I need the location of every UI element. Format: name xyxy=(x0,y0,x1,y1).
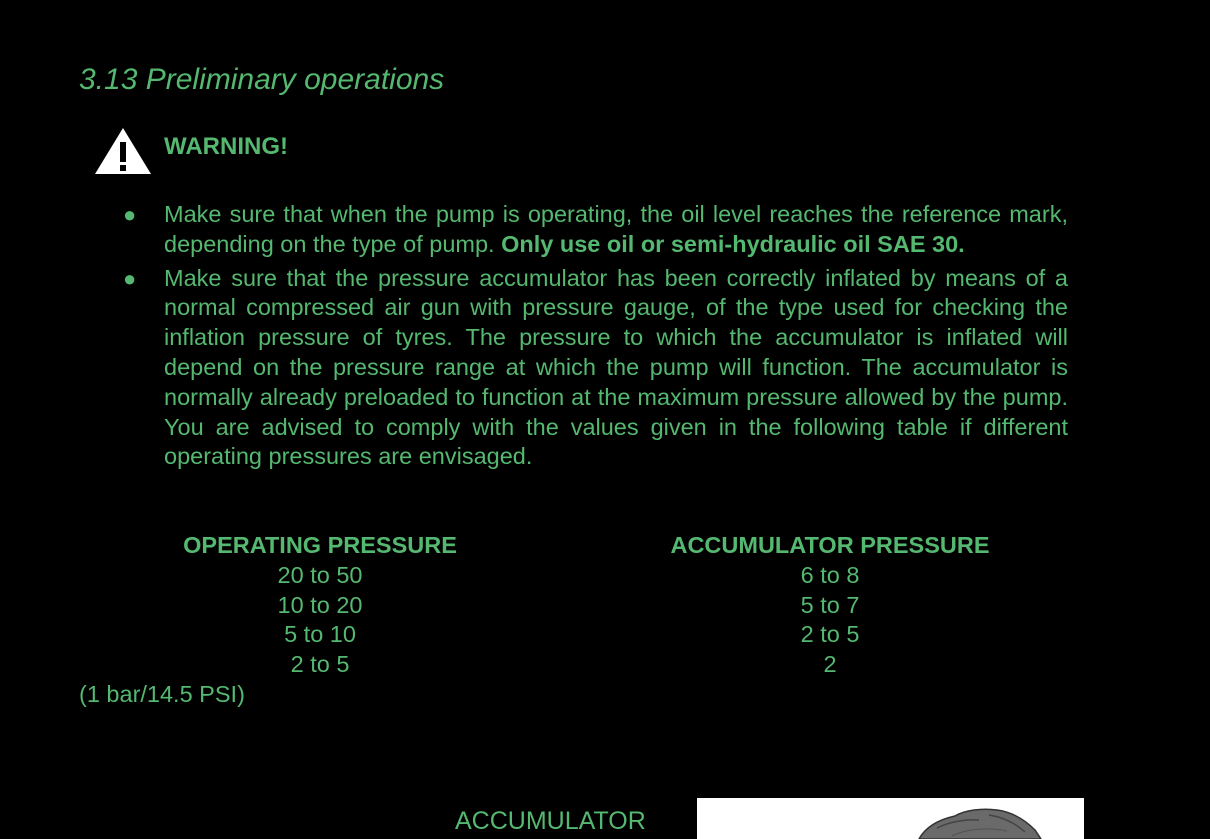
column-header-accumulator: ACCUMULATOR PRESSURE xyxy=(670,532,990,558)
bullet-text: Make sure that when the pump is operating, the oil level reaches the reference mark, depending on the type of pump. xyxy=(164,201,1068,257)
warning-triangle-icon xyxy=(93,126,153,176)
warning-label: WARNING! xyxy=(164,133,288,160)
bullet-bold-text: Only use oil or semi-hydraulic oil SAE 30. xyxy=(501,230,965,257)
operating-pressure-column xyxy=(150,531,490,680)
table-cell: 20 to 50 xyxy=(277,561,363,588)
section-title: 3.13 Preliminary operations xyxy=(79,63,445,96)
table-cell: 2 to 5 xyxy=(800,621,860,648)
accumulator-illustration-icon xyxy=(697,798,1084,839)
bullet-list xyxy=(120,200,1068,476)
accumulator-figure xyxy=(697,798,1084,839)
column-header-operating: OPERATING PRESSURE xyxy=(183,532,457,558)
bullet-text: Make sure that the pressure accumulator has been correctly inflated by means of a normal compressed air gun with pressure gauge, of the type used for checking the inflation pressure of tyres. The pressure to which the accumulator is inflated will depend on the pressure range at which the pump will function. The accumulator is normally already preloaded to function at the maximum pressure allowed by the pump. You are advised to comply with the values given in the following table if different operating pressures are envisaged. xyxy=(164,264,1068,470)
table-cell: 5 to 10 xyxy=(284,621,356,648)
bullet-marker: ● xyxy=(123,202,137,227)
bullet-item xyxy=(120,264,1068,473)
table-cell: 2 xyxy=(823,651,837,678)
table-cell: 10 to 20 xyxy=(277,591,363,618)
table-cell: 5 to 7 xyxy=(800,591,860,618)
bullet-marker: ● xyxy=(123,265,137,291)
table-cell: 6 to 8 xyxy=(800,561,860,588)
accumulator-pressure-column xyxy=(640,531,1020,680)
bullet-item xyxy=(120,200,1068,260)
table-cell: 2 to 5 xyxy=(290,651,350,678)
accumulator-label: ACCUMULATOR xyxy=(455,807,646,835)
unit-note: (1 bar/14.5 PSI) xyxy=(79,681,245,707)
